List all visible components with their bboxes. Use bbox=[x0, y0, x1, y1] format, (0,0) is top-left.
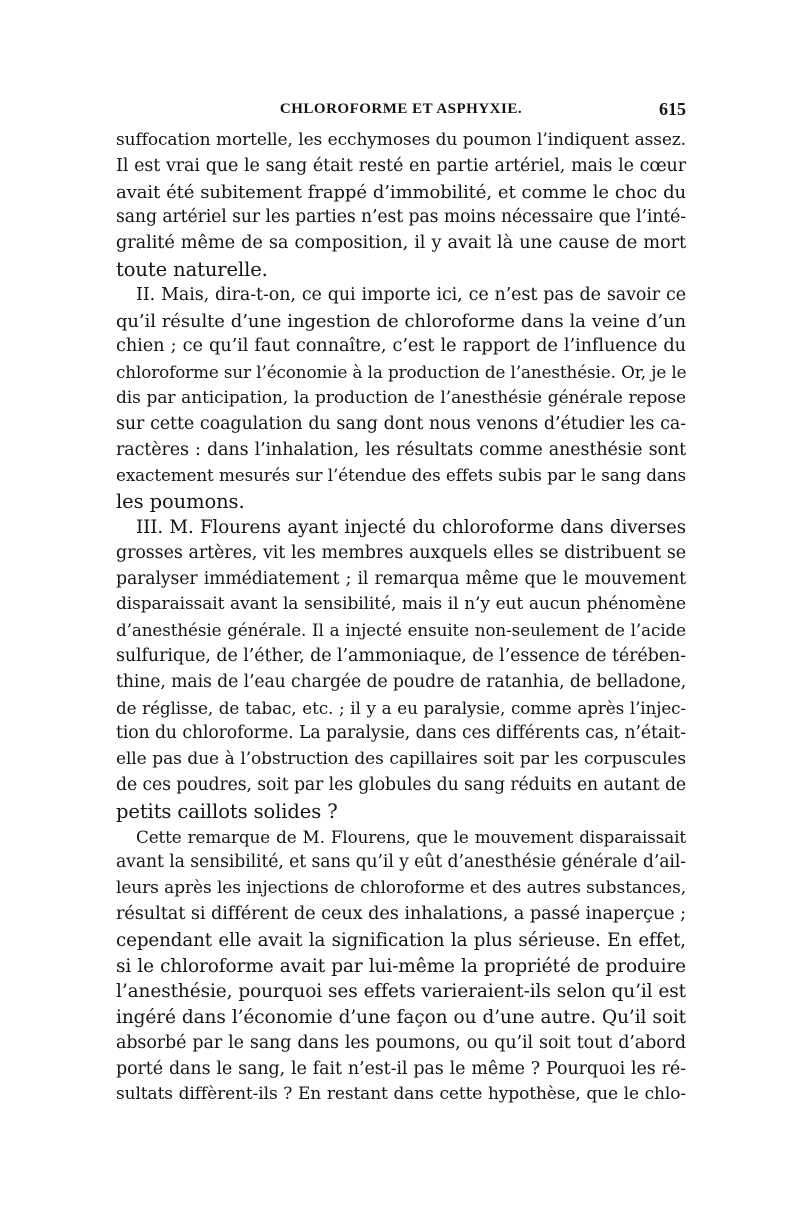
text-line: gralité même de sa composition, il y avait là une cause de mort bbox=[116, 233, 686, 254]
running-title: CHLOROFORME ET ASPHYXIE. bbox=[279, 101, 523, 117]
text-line: résultat si différent de ceux des inhalations, a passé inaperçue ; bbox=[116, 903, 686, 924]
text-line: l’anesthésie, pourquoi ses effets varieraient-ils selon qu’il est bbox=[116, 981, 686, 1003]
text-line: ractères : dans l’inhalation, les résultats comme anesthésie sont bbox=[116, 439, 686, 460]
text-line: absorbé par le sang dans les poumons, ou qu’il soit tout d’abord bbox=[116, 1032, 686, 1053]
text-line: les poumons. bbox=[116, 490, 245, 514]
text-line: chien ; ce qu’il faut connaître, c’est le rapport de l’influence du bbox=[116, 336, 686, 357]
text-line: Cette remarque de M. Flourens, que le mouvement disparaissait bbox=[136, 826, 686, 847]
text-line: thine, mais de l’eau chargée de poudre de ratanhia, de belladone, bbox=[116, 671, 687, 692]
body-text bbox=[116, 128, 686, 1108]
text-line: II. Mais, dira-t-on, ce qui importe ici, ce n’est pas de savoir ce bbox=[136, 284, 686, 305]
text-line: d’anesthésie générale. Il a injecté ensuite non-seulement de l’acide bbox=[116, 620, 686, 641]
text-line: avait été subitement frappé d’immobilité, et comme le choc du bbox=[116, 181, 686, 203]
text-line: sultats diffèrent-ils ? En restant dans cette hypothèse, que le chlo- bbox=[116, 1084, 686, 1105]
text-line: Il est vrai que le sang était resté en partie artériel, mais le cœur bbox=[116, 155, 686, 176]
text-line: tion du chloroforme. La paralysie, dans ces différents cas, n’était- bbox=[116, 723, 686, 744]
running-head bbox=[116, 96, 686, 122]
text-line: chloroforme sur l’économie à la production de l’anesthésie. Or, je le bbox=[116, 362, 687, 383]
text-line: disparaissait avant la sensibilité, mais il n’y eut aucun phénomène bbox=[116, 594, 686, 615]
text-line: sulfurique, de l’éther, de l’ammoniaque, de l’essence de térében- bbox=[116, 645, 686, 666]
text-line: suffocation mortelle, les ecchymoses du poumon l’indiquent assez. bbox=[116, 130, 686, 150]
text-line: de réglisse, de tabac, etc. ; il y a eu paralysie, comme après l’injec- bbox=[116, 697, 686, 718]
text-line: ingéré dans l’économie d’une façon ou d’une autre. Qu’il soit bbox=[116, 1007, 686, 1029]
text-line: toute naturelle. bbox=[116, 257, 268, 281]
text-line: elle pas due à l’obstruction des capillaires soit par les corpuscules bbox=[116, 749, 686, 770]
text-line: leurs après les injections de chloroforme et des autres substances, bbox=[116, 878, 686, 899]
text-line: paralyser immédiatement ; il remarqua même que le mouvement bbox=[116, 568, 686, 589]
text-line: porté dans le sang, le fait n’est-il pas le même ? Pourquoi les ré- bbox=[116, 1058, 686, 1079]
text-line: qu’il résulte d’une ingestion de chloroforme dans la veine d’un bbox=[116, 310, 686, 332]
text-line: dis par anticipation, la production de l’anesthésie générale repose bbox=[116, 387, 686, 408]
text-line: cependant elle avait la signification la plus sérieuse. En effet, bbox=[116, 929, 686, 951]
text-line: sur cette coagulation du sang dont nous venons d’étudier les ca- bbox=[116, 413, 686, 434]
page-number: 615 bbox=[659, 99, 686, 119]
text-line: de ces poudres, soit par les globules du sang réduits en autant de bbox=[116, 774, 686, 795]
text-line: sang artériel sur les parties n’est pas moins nécessaire que l’inté- bbox=[116, 207, 686, 228]
text-line: petits caillots solides ? bbox=[116, 799, 338, 823]
text-line: exactement mesurés sur l’étendue des effets subis par le sang dans bbox=[116, 465, 686, 486]
text-line: grosses artères, vit les membres auxquels elles se distribuent se bbox=[116, 542, 686, 563]
text-line: III. M. Flourens ayant injecté du chloroforme dans diverses bbox=[136, 516, 686, 538]
text-line: si le chloroforme avait par lui-même la propriété de produire bbox=[116, 955, 686, 977]
text-line: avant la sensibilité, et sans qu’il y eût d’anesthésie générale d’ail- bbox=[116, 852, 686, 873]
